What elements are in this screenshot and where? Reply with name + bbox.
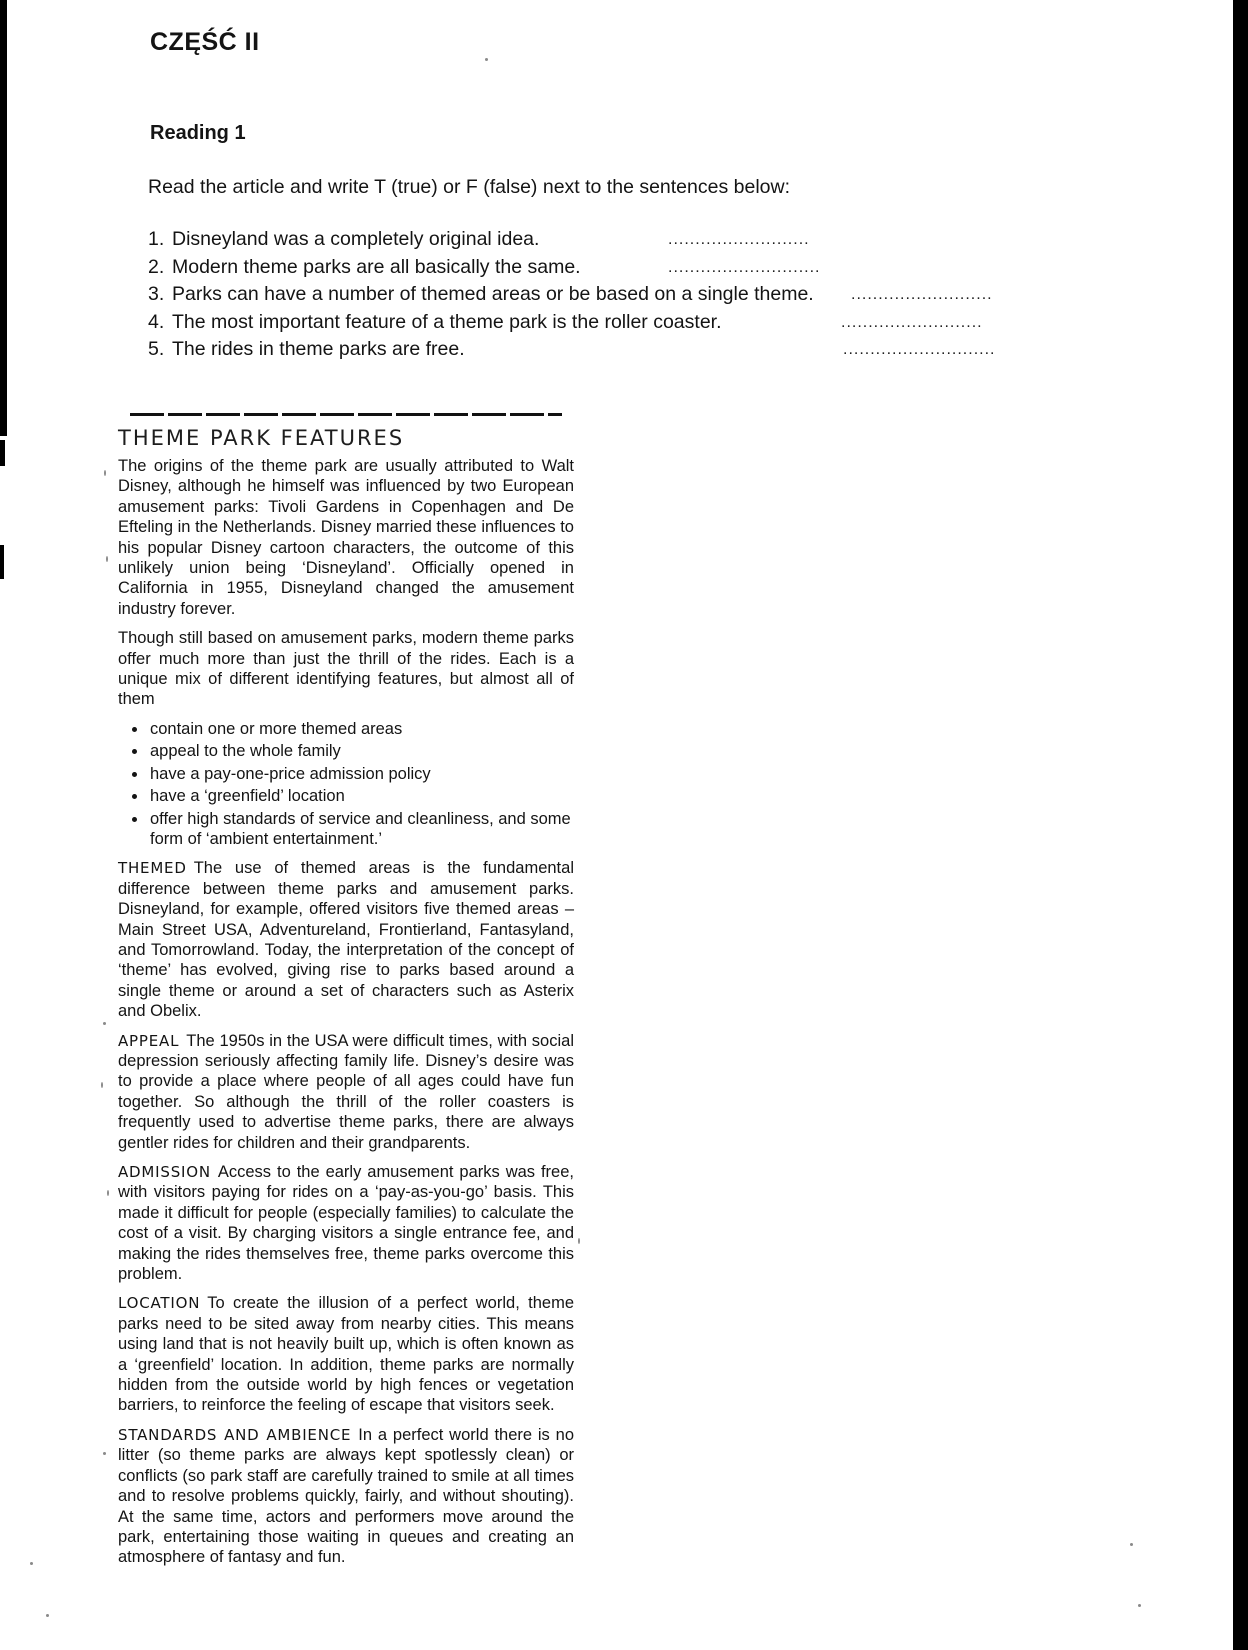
scan-speck xyxy=(46,1614,49,1617)
scan-edge-right xyxy=(1233,0,1248,1650)
question-row xyxy=(148,309,1148,337)
reading-section-title: Reading 1 xyxy=(150,122,246,144)
section-text: The 1950s in the USA were difficult times, with social depression seriously affecting family life. Disney’s desire was to provide a place where people of all ages could have fun together. So although the thrill of the roller coasters is frequently used to advertise theme parks, there are always gentler rides for children and their grandparents. xyxy=(118,1031,574,1152)
section-text: In a perfect world there is no litter (so theme parks are always kept spotlessly clean) or conflicts (so park staff are carefully trained to smile at all times and to resolve problems quickly, fairly, and without shouting). At the same time, actors and performers move around the park, entertaining those waiting in queues and creating an atmosphere of fantasy and fun. xyxy=(118,1425,575,1567)
question-row xyxy=(148,254,1148,282)
article-section-standards xyxy=(118,1425,574,1568)
bullet-item: • have a ‘greenfield’ location xyxy=(148,786,574,806)
article-title: THEME PARK FEATURES xyxy=(118,426,405,450)
question-text: Parks can have a number of themed areas or be based on a single theme. xyxy=(172,283,814,305)
scan-speck xyxy=(106,556,108,562)
section-keyword: STANDARDS AND AMBIENCE xyxy=(118,1425,352,1444)
section-text: Access to the early amusement parks was free, with visitors paying for rides on a ‘pay-as-you-go’ basis. This made it difficult for people (especially families) to calculate the cost of a visit. By charging visitors a single entrance fee, and making the rides themselves free, theme parks overcome this problem. xyxy=(118,1163,574,1284)
article-section-themed xyxy=(118,858,574,1021)
question-number: 4. xyxy=(148,310,165,333)
scan-edge-mark xyxy=(0,545,4,579)
section-text: To create the illusion of a perfect world, theme parks need to be sited away from nearby cities. This means using land that is not heavily built up, which is often known as a ‘greenfield’ location. In addition, theme parks are normally hidden from the outside world by high fences or vegetation barriers, to reinforce the feeling of escape that visitors seek. xyxy=(118,1294,574,1415)
scan-speck xyxy=(1130,1543,1133,1546)
bullet-item: • appeal to the whole family xyxy=(148,741,574,761)
answer-blank: .......................... xyxy=(851,286,993,303)
scan-speck xyxy=(103,1452,106,1455)
scan-speck xyxy=(101,1082,103,1088)
article-section-location xyxy=(118,1293,574,1415)
question-text: Modern theme parks are all basically the same. xyxy=(172,255,581,278)
task-instructions: Read the article and write T (true) or F (false) next to the sentences below: xyxy=(148,176,791,198)
question-number: 3. xyxy=(148,283,165,305)
scan-speck xyxy=(103,1022,106,1025)
question-row xyxy=(148,281,1148,309)
article-paragraph: Though still based on amusement parks, modern theme parks offer much more than just the thrill of the rides. Each is a unique mix of different identifying features, but almost all of them xyxy=(118,629,574,709)
question-text: Disneyland was a completely original idea. xyxy=(172,228,540,250)
bullet-item: • have a pay-one-price admission policy xyxy=(148,764,574,784)
bullet-item: • offer high standards of service and cleanliness, and some form of ‘ambient entertainment.’ xyxy=(148,809,574,850)
answer-blank: ............................ xyxy=(843,341,996,358)
question-number: 1. xyxy=(148,228,165,250)
answer-blank: .......................... xyxy=(841,313,983,331)
bullet-item: • contain one or more themed areas xyxy=(148,719,574,739)
scan-speck xyxy=(107,1190,109,1196)
scan-edge-left xyxy=(0,0,7,436)
separator-line xyxy=(130,413,562,416)
part-label: CZĘŚĆ II xyxy=(150,28,260,56)
section-keyword: ADMISSION xyxy=(118,1163,211,1181)
scan-edge-mark xyxy=(0,440,5,466)
scan-speck xyxy=(30,1562,33,1565)
section-keyword: THEMED xyxy=(118,859,187,878)
article-section-admission xyxy=(118,1162,574,1284)
question-row xyxy=(148,336,1148,364)
question-text: The rides in theme parks are free. xyxy=(172,338,465,360)
section-keyword: LOCATION xyxy=(118,1294,201,1313)
question-number: 5. xyxy=(148,338,165,360)
scan-speck xyxy=(578,1238,580,1244)
article-paragraph: The origins of the theme park are usually attributed to Walt Disney, although he himself was influenced by two European amusement parks: Tivoli Gardens in Copenhagen and De Efteling in the Netherlands. Disney married these influences to his popular Disney cartoon characters, the outcome of this unlikely union being ‘Disneyland’. Officially opened in California in 1955, Disneyland changed the amusement industry forever. xyxy=(118,457,574,618)
question-list xyxy=(148,226,1148,364)
article xyxy=(118,426,574,1577)
answer-blank: .......................... xyxy=(668,231,810,248)
question-row xyxy=(148,226,1148,254)
scan-speck xyxy=(1138,1604,1141,1607)
feature-bullet-list xyxy=(128,719,574,849)
question-text: The most important feature of a theme park is the roller coaster. xyxy=(172,310,722,333)
question-number: 2. xyxy=(148,255,165,278)
answer-blank: ............................ xyxy=(668,258,821,276)
scan-speck xyxy=(104,470,106,476)
scan-speck xyxy=(485,58,488,61)
section-keyword: APPEAL xyxy=(118,1031,180,1050)
article-section-appeal xyxy=(118,1031,574,1153)
section-text: The use of themed areas is the fundamental difference between theme parks and amusement parks. Disneyland, for example, offered visitors five themed areas – Main Street USA, Adventureland, Frontierland, Fantasyland, and Tomorrowland. Today, the interpretation of the concept of ‘theme’ has evolved, giving rise to parks based around a single theme or around a set of characters such as Asterix and Obelix. xyxy=(118,859,574,1021)
